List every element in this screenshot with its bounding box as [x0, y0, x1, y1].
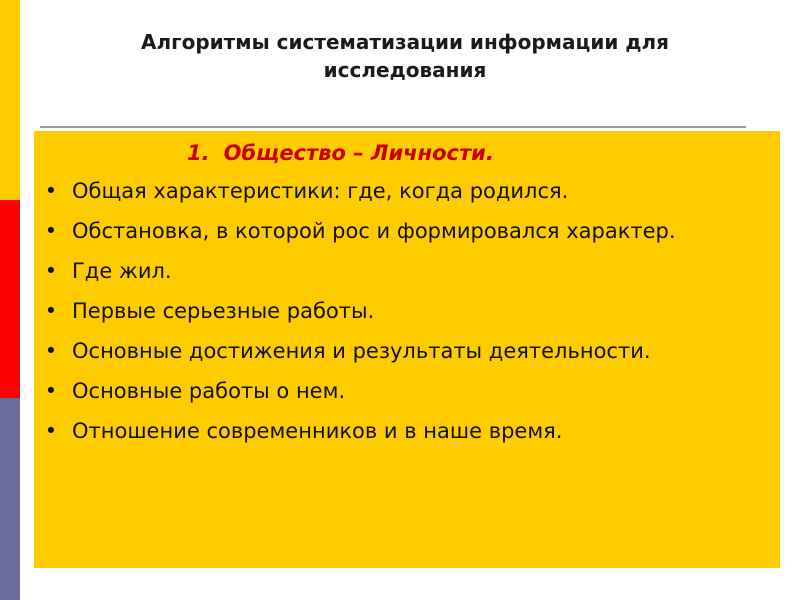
- list-item-text: Отношение современников и в наше время.: [72, 419, 563, 443]
- bullet-icon: •: [44, 259, 58, 283]
- list-item-text: Обстановка, в которой рос и формировался характер.: [72, 219, 676, 243]
- bullet-icon: •: [44, 219, 58, 243]
- bullet-list: [42, 177, 742, 457]
- side-bar-purple: [0, 398, 20, 600]
- list-item: [42, 377, 742, 405]
- list-item-text: Основные работы о нем.: [72, 379, 346, 403]
- bullet-icon: •: [44, 379, 58, 403]
- bullet-icon: •: [44, 339, 58, 363]
- list-item-text: Где жил.: [72, 259, 172, 283]
- list-item: [42, 337, 742, 365]
- section-number: 1.: [187, 141, 210, 165]
- list-item: [42, 177, 742, 205]
- list-item: [42, 417, 742, 445]
- list-item: [42, 217, 742, 245]
- slide-title: Алгоритмы систематизации информации для исследования: [141, 30, 669, 82]
- section-heading: [187, 139, 494, 167]
- side-bar-red: [0, 200, 20, 398]
- bullet-icon: •: [44, 419, 58, 443]
- list-item-text: Основные достижения и результаты деятельности.: [72, 339, 651, 363]
- bullet-icon: •: [44, 179, 58, 203]
- list-item-text: Общая характеристики: где, когда родился.: [72, 179, 569, 203]
- side-bar-yellow: [0, 0, 20, 200]
- list-item-text: Первые серьезные работы.: [72, 299, 375, 323]
- list-item: [42, 257, 742, 285]
- list-item: [42, 297, 742, 325]
- title-divider: [40, 126, 746, 128]
- section-heading-text: Общество – Личности.: [223, 141, 494, 165]
- bullet-icon: •: [44, 299, 58, 323]
- content-box: [34, 131, 780, 568]
